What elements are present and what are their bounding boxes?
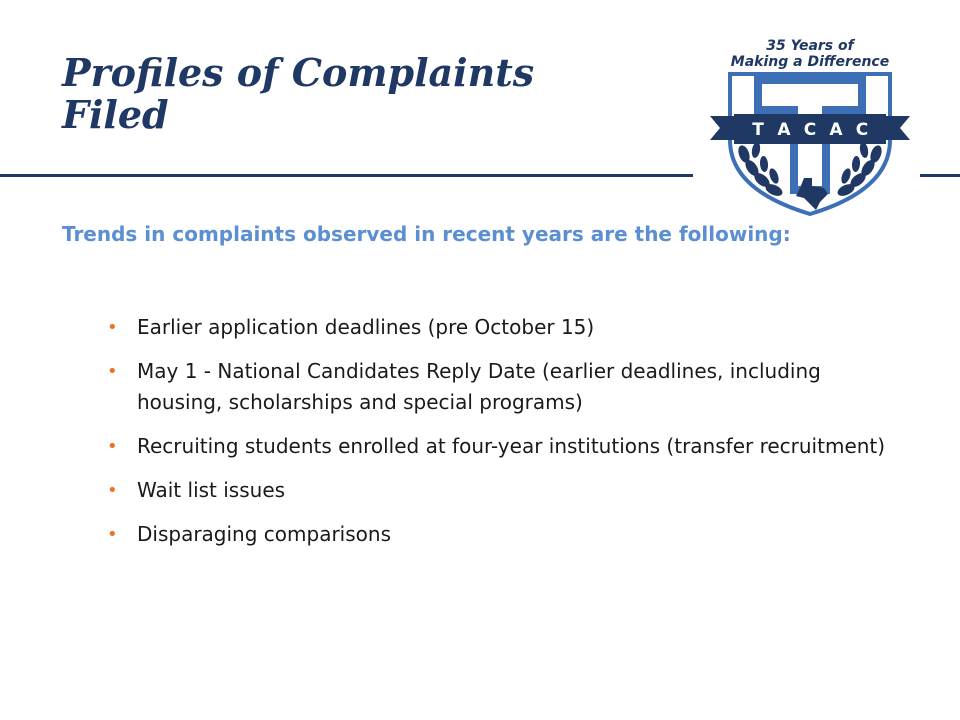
- slide-subtitle: Trends in complaints observed in recent years are the following:: [62, 222, 791, 246]
- logo-letter-3: C: [803, 120, 817, 140]
- logo-letter-1: T: [752, 120, 764, 140]
- logo-line2: Making a Difference: [730, 54, 890, 70]
- title-divider-right: [920, 174, 960, 177]
- bullet-item: [107, 431, 907, 462]
- logo-letter-5: C: [855, 120, 869, 140]
- logo-letter-4: A: [829, 120, 843, 140]
- title-divider-left: [0, 174, 693, 177]
- bullet-dot-icon: •: [107, 317, 118, 338]
- bullet-text: Recruiting students enrolled at four-year institutions (transfer recruitment): [137, 434, 886, 458]
- bullet-text: Earlier application deadlines (pre October 15): [137, 315, 595, 339]
- bullet-text: Disparaging comparisons: [137, 522, 391, 546]
- logo-letter-2: A: [777, 120, 791, 140]
- bullet-item: [107, 356, 907, 418]
- bullet-dot-icon: •: [107, 361, 118, 382]
- bullet-list: [107, 312, 907, 563]
- bullet-dot-icon: •: [107, 480, 118, 501]
- logo-line1: 35 Years of: [766, 38, 854, 54]
- slide-title: Profiles of Complaints Filed: [62, 50, 535, 137]
- tacac-logo: [700, 30, 920, 220]
- bullet-text: May 1 - National Candidates Reply Date (earlier deadlines, including housing, scholarships and special programs): [137, 359, 821, 414]
- bullet-item: [107, 519, 907, 550]
- bullet-item: [107, 312, 907, 343]
- bullet-dot-icon: •: [107, 436, 118, 457]
- bullet-text: Wait list issues: [137, 478, 286, 502]
- bullet-dot-icon: •: [107, 524, 118, 545]
- bullet-item: [107, 475, 907, 506]
